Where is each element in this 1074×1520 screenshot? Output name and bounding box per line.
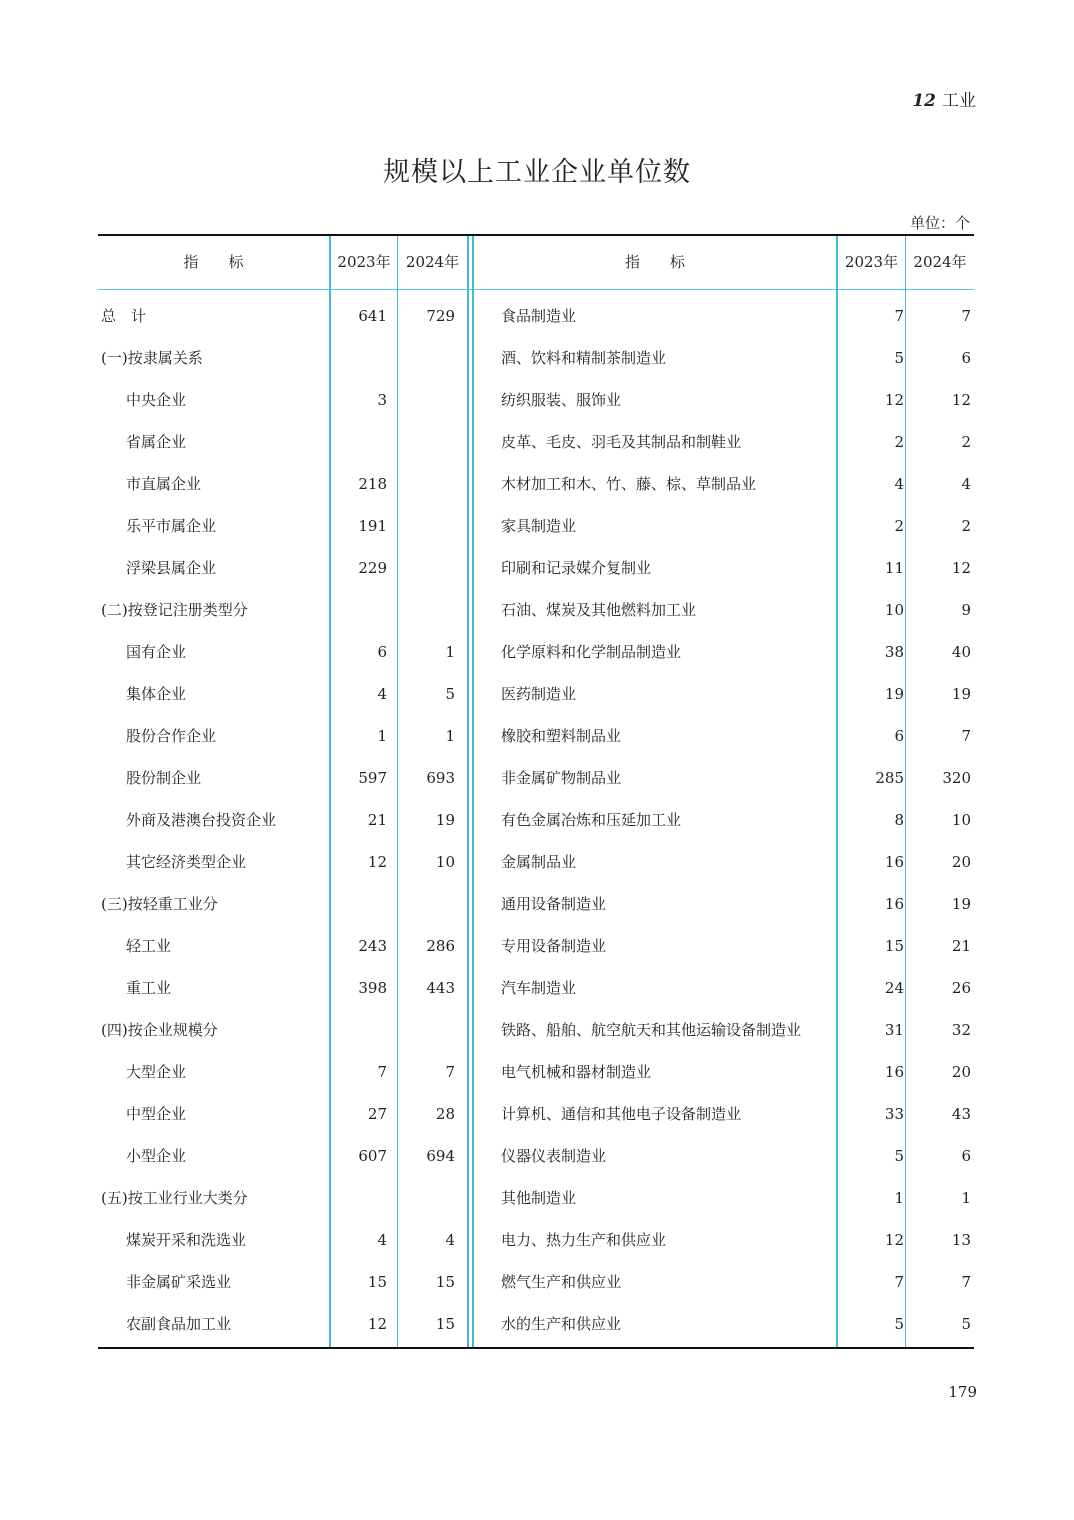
table-row xyxy=(0,631,1074,673)
table-row xyxy=(0,883,1074,925)
left-value-2023-cell: 1 xyxy=(377,727,387,745)
left-value-2024-cell: 729 xyxy=(426,307,455,325)
left-indicator-cell: 外商及港澳台投资企业 xyxy=(126,811,277,829)
table-row xyxy=(0,421,1074,463)
right-value-2023-cell: 285 xyxy=(875,769,904,787)
header-2023-right: 2023年 xyxy=(844,253,899,271)
right-indicator-cell: 金属制品业 xyxy=(501,853,577,871)
right-value-2023-cell: 5 xyxy=(894,1147,904,1165)
left-indicator-cell: (四)按企业规模分 xyxy=(101,1021,218,1039)
right-value-2023-cell: 2 xyxy=(894,517,904,535)
right-value-2024-cell: 6 xyxy=(961,349,971,367)
right-indicator-cell: 酒、饮料和精制茶制造业 xyxy=(501,349,667,367)
right-value-2023-cell: 19 xyxy=(884,685,904,703)
right-value-2024-cell: 43 xyxy=(951,1105,971,1123)
right-indicator-cell: 橡胶和塑料制品业 xyxy=(501,727,622,745)
left-indicator-cell: 农副食品加工业 xyxy=(126,1315,232,1333)
left-value-2023-cell: 607 xyxy=(358,1147,387,1165)
table-row xyxy=(0,799,1074,841)
right-indicator-cell: 化学原料和化学制品制造业 xyxy=(501,643,682,661)
left-indicator-cell: 股份制企业 xyxy=(126,769,202,787)
table-row xyxy=(0,1135,1074,1177)
right-value-2023-cell: 33 xyxy=(884,1105,904,1123)
table-row xyxy=(0,463,1074,505)
table-row xyxy=(0,673,1074,715)
right-value-2023-cell: 24 xyxy=(884,979,904,997)
left-indicator-cell: 总 计 xyxy=(101,307,147,325)
left-value-2023-cell: 398 xyxy=(358,979,387,997)
table-body xyxy=(0,295,1074,1345)
right-value-2024-cell: 40 xyxy=(951,643,971,661)
right-value-2024-cell: 320 xyxy=(942,769,971,787)
left-indicator-cell: 煤炭开采和洗选业 xyxy=(126,1231,247,1249)
left-indicator-cell: (二)按登记注册类型分 xyxy=(101,601,248,619)
header-rule xyxy=(98,289,974,290)
left-value-2023-cell: 4 xyxy=(377,685,387,703)
right-value-2023-cell: 16 xyxy=(884,1063,904,1081)
right-value-2023-cell: 11 xyxy=(884,559,904,577)
left-value-2024-cell: 694 xyxy=(426,1147,455,1165)
chapter-name: 工业 xyxy=(942,91,976,111)
right-value-2023-cell: 8 xyxy=(894,811,904,829)
right-indicator-cell: 家具制造业 xyxy=(501,517,577,535)
left-value-2024-cell: 19 xyxy=(435,811,455,829)
right-value-2023-cell: 7 xyxy=(894,307,904,325)
right-indicator-cell: 水的生产和供应业 xyxy=(501,1315,622,1333)
left-value-2023-cell: 27 xyxy=(367,1105,387,1123)
right-indicator-cell: 食品制造业 xyxy=(501,307,577,325)
right-indicator-cell: 石油、煤炭及其他燃料加工业 xyxy=(501,601,697,619)
table-bottom-rule xyxy=(98,1347,974,1349)
right-value-2024-cell: 5 xyxy=(961,1315,971,1333)
right-value-2023-cell: 1 xyxy=(894,1189,904,1207)
left-value-2023-cell: 191 xyxy=(358,517,387,535)
right-value-2024-cell: 1 xyxy=(961,1189,971,1207)
left-indicator-cell: 集体企业 xyxy=(126,685,187,703)
table-row xyxy=(0,1009,1074,1051)
right-indicator-cell: 燃气生产和供应业 xyxy=(501,1273,622,1291)
right-value-2024-cell: 7 xyxy=(961,1273,971,1291)
right-value-2024-cell: 12 xyxy=(951,559,971,577)
left-indicator-cell: 浮梁县属企业 xyxy=(126,559,217,577)
table-row xyxy=(0,337,1074,379)
left-value-2023-cell: 12 xyxy=(367,853,387,871)
table-row xyxy=(0,757,1074,799)
left-indicator-cell: 小型企业 xyxy=(126,1147,187,1165)
left-indicator-cell: 省属企业 xyxy=(126,433,187,451)
right-value-2023-cell: 5 xyxy=(894,1315,904,1333)
left-value-2023-cell: 218 xyxy=(358,475,387,493)
left-indicator-cell: 中型企业 xyxy=(126,1105,187,1123)
header-indicator-left: 指 标 xyxy=(183,253,244,271)
right-value-2024-cell: 7 xyxy=(961,727,971,745)
left-value-2024-cell: 1 xyxy=(445,727,455,745)
right-value-2024-cell: 19 xyxy=(951,895,971,913)
left-indicator-cell: 其它经济类型企业 xyxy=(126,853,247,871)
right-value-2024-cell: 6 xyxy=(961,1147,971,1165)
left-indicator-cell: 非金属矿采选业 xyxy=(126,1273,232,1291)
right-value-2023-cell: 15 xyxy=(884,937,904,955)
right-value-2024-cell: 9 xyxy=(961,601,971,619)
table-row xyxy=(0,589,1074,631)
right-value-2023-cell: 2 xyxy=(894,433,904,451)
right-value-2023-cell: 12 xyxy=(884,1231,904,1249)
right-value-2024-cell: 4 xyxy=(961,475,971,493)
right-value-2023-cell: 6 xyxy=(894,727,904,745)
left-value-2023-cell: 7 xyxy=(377,1063,387,1081)
chapter-header xyxy=(912,86,976,111)
right-indicator-cell: 电气机械和器材制造业 xyxy=(501,1063,652,1081)
right-value-2023-cell: 16 xyxy=(884,853,904,871)
right-indicator-cell: 医药制造业 xyxy=(501,685,577,703)
page-number: 179 xyxy=(948,1383,977,1401)
table-row xyxy=(0,547,1074,589)
right-value-2024-cell: 19 xyxy=(951,685,971,703)
left-value-2023-cell: 12 xyxy=(367,1315,387,1333)
left-value-2024-cell: 1 xyxy=(445,643,455,661)
left-indicator-cell: 大型企业 xyxy=(126,1063,187,1081)
left-indicator-cell: 乐平市属企业 xyxy=(126,517,217,535)
left-indicator-cell: (一)按隶属关系 xyxy=(101,349,203,367)
right-indicator-cell: 其他制造业 xyxy=(501,1189,577,1207)
right-value-2024-cell: 2 xyxy=(961,517,971,535)
right-indicator-cell: 仪器仪表制造业 xyxy=(501,1147,607,1165)
header-2024-left: 2024年 xyxy=(405,253,460,271)
right-indicator-cell: 电力、热力生产和供应业 xyxy=(501,1231,667,1249)
table-row xyxy=(0,1219,1074,1261)
right-value-2023-cell: 7 xyxy=(894,1273,904,1291)
right-value-2024-cell: 21 xyxy=(951,937,971,955)
table-row xyxy=(0,1261,1074,1303)
right-value-2024-cell: 2 xyxy=(961,433,971,451)
left-value-2024-cell: 15 xyxy=(435,1273,455,1291)
left-indicator-cell: (五)按工业行业大类分 xyxy=(101,1189,248,1207)
right-value-2023-cell: 10 xyxy=(884,601,904,619)
table-row xyxy=(0,505,1074,547)
right-indicator-cell: 专用设备制造业 xyxy=(501,937,607,955)
left-value-2024-cell: 5 xyxy=(445,685,455,703)
left-indicator-cell: 轻工业 xyxy=(126,937,172,955)
right-value-2024-cell: 13 xyxy=(951,1231,971,1249)
right-indicator-cell: 通用设备制造业 xyxy=(501,895,607,913)
table-row xyxy=(0,1303,1074,1345)
left-indicator-cell: 重工业 xyxy=(126,979,172,997)
right-value-2024-cell: 26 xyxy=(951,979,971,997)
left-value-2023-cell: 21 xyxy=(367,811,387,829)
unit-label: 单位：个 xyxy=(909,214,970,232)
header-2023-left: 2023年 xyxy=(337,253,391,271)
left-value-2024-cell: 15 xyxy=(435,1315,455,1333)
table-row xyxy=(0,967,1074,1009)
left-value-2023-cell: 15 xyxy=(367,1273,387,1291)
left-value-2024-cell: 286 xyxy=(426,937,455,955)
page-title: 规模以上工业企业单位数 xyxy=(383,157,691,188)
right-value-2024-cell: 20 xyxy=(951,853,971,871)
right-value-2024-cell: 32 xyxy=(951,1021,971,1039)
left-indicator-cell: 国有企业 xyxy=(126,643,187,661)
left-value-2024-cell: 443 xyxy=(426,979,455,997)
left-value-2024-cell: 10 xyxy=(435,853,455,871)
table-row xyxy=(0,1177,1074,1219)
right-indicator-cell: 铁路、船舶、航空航天和其他运输设备制造业 xyxy=(501,1021,802,1039)
left-indicator-cell: 市直属企业 xyxy=(126,475,202,493)
right-value-2024-cell: 12 xyxy=(951,391,971,409)
left-indicator-cell: 中央企业 xyxy=(126,391,187,409)
left-value-2023-cell: 6 xyxy=(377,643,387,661)
table-row xyxy=(0,379,1074,421)
right-indicator-cell: 木材加工和木、竹、藤、棕、草制品业 xyxy=(501,475,757,493)
right-indicator-cell: 有色金属冶炼和压延加工业 xyxy=(501,811,682,829)
left-value-2023-cell: 597 xyxy=(358,769,387,787)
left-value-2024-cell: 693 xyxy=(426,769,455,787)
left-value-2024-cell: 4 xyxy=(445,1231,455,1249)
right-indicator-cell: 皮革、毛皮、羽毛及其制品和制鞋业 xyxy=(501,433,742,451)
right-indicator-cell: 印刷和记录媒介复制业 xyxy=(501,559,652,577)
right-indicator-cell: 汽车制造业 xyxy=(501,979,577,997)
right-value-2024-cell: 10 xyxy=(951,811,971,829)
left-value-2023-cell: 243 xyxy=(358,937,387,955)
header-2024-right: 2024年 xyxy=(913,253,967,271)
right-value-2023-cell: 4 xyxy=(894,475,904,493)
right-indicator-cell: 纺织服装、服饰业 xyxy=(501,391,622,409)
left-value-2024-cell: 28 xyxy=(435,1105,455,1123)
table-row xyxy=(0,1051,1074,1093)
right-value-2023-cell: 38 xyxy=(884,643,904,661)
right-value-2024-cell: 7 xyxy=(961,307,971,325)
left-indicator-cell: (三)按轻重工业分 xyxy=(101,895,218,913)
right-value-2023-cell: 16 xyxy=(884,895,904,913)
left-indicator-cell: 股份合作企业 xyxy=(126,727,217,745)
right-value-2023-cell: 31 xyxy=(884,1021,904,1039)
right-indicator-cell: 计算机、通信和其他电子设备制造业 xyxy=(501,1105,742,1123)
table-row xyxy=(0,1093,1074,1135)
right-value-2023-cell: 5 xyxy=(894,349,904,367)
left-value-2023-cell: 4 xyxy=(377,1231,387,1249)
left-value-2024-cell: 7 xyxy=(445,1063,455,1081)
left-value-2023-cell: 3 xyxy=(377,391,387,409)
right-indicator-cell: 非金属矿物制品业 xyxy=(501,769,622,787)
header-indicator-right: 指 标 xyxy=(624,253,685,271)
right-value-2024-cell: 20 xyxy=(951,1063,971,1081)
table-row xyxy=(0,715,1074,757)
right-value-2023-cell: 12 xyxy=(884,391,904,409)
table-row xyxy=(0,925,1074,967)
left-value-2023-cell: 229 xyxy=(358,559,387,577)
left-value-2023-cell: 641 xyxy=(358,307,387,325)
chapter-number: 12 xyxy=(912,91,936,111)
table-row xyxy=(0,295,1074,337)
table-row xyxy=(0,841,1074,883)
